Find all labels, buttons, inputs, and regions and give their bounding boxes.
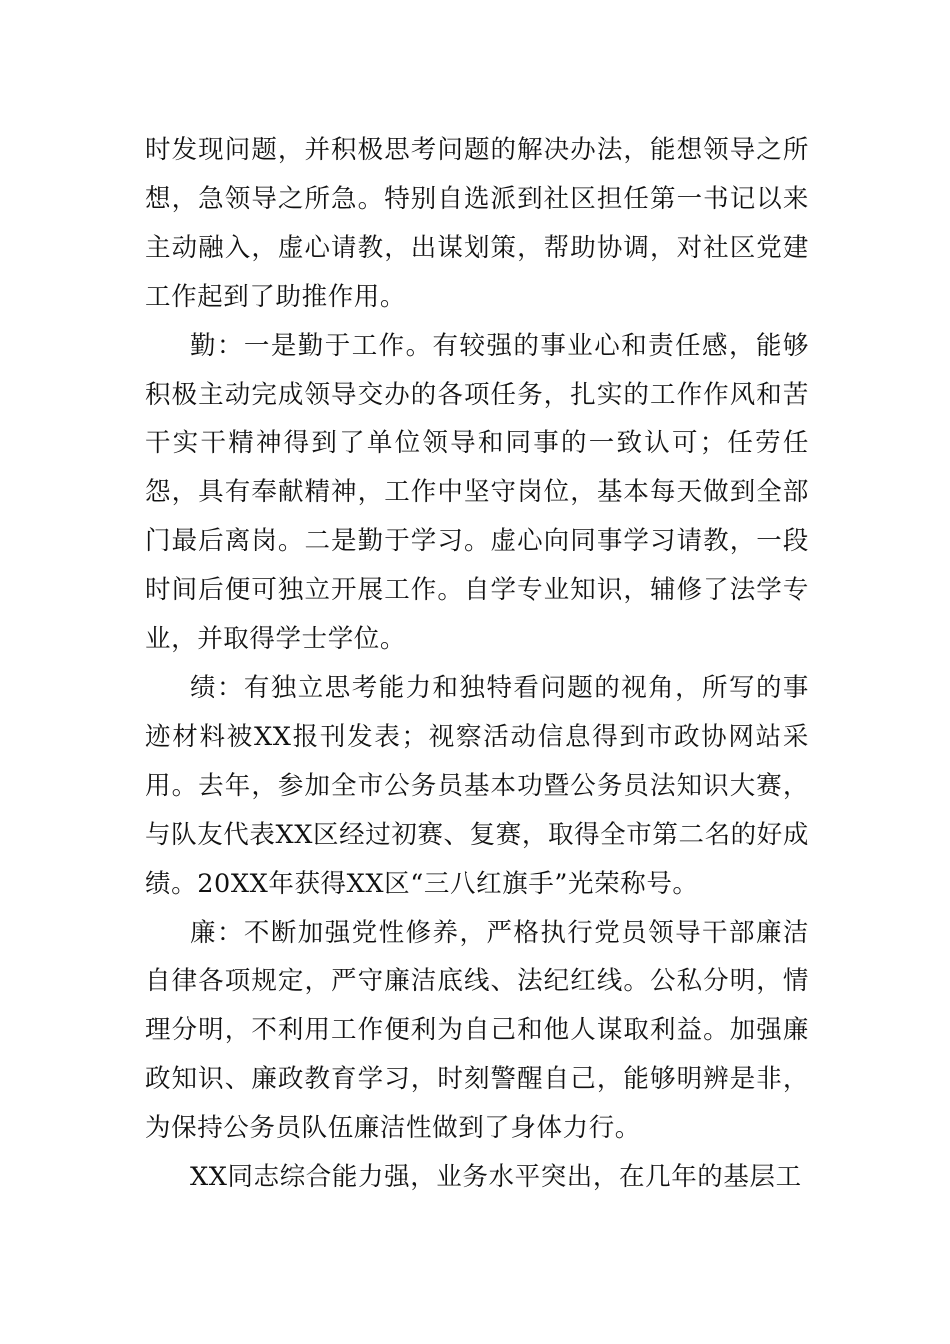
document-body: [145, 126, 809, 1202]
paragraph-continuation: 时发现问题，并积极思考问题的解决办法，能想领导之所想，急领导之所急。特别自选派到社区担任第一书记以来主动融入，虚心请教，出谋划策，帮助协调，对社区党建工作起到了助推作用。: [145, 135, 809, 312]
paragraph-lian: 廉：不断加强党性修养，严格执行党员领导干部廉洁自律各项规定，严守廉洁底线、法纪红线。公私分明，情理分明，不利用工作便利为自己和他人谋取利益。加强廉政知识、廉政教育学习，时刻警醒自己，能够明辨是非，为保持公务员队伍廉洁性做到了身体力行。: [145, 917, 809, 1144]
paragraph-summary: XX同志综合能力强，业务水平突出，在几年的基层工: [190, 1162, 802, 1193]
paragraph-qin: 勤：一是勤于工作。有较强的事业心和责任感，能够积极主动完成领导交办的各项任务，扎实的工作作风和苦干实干精神得到了单位领导和同事的一致认可；任劳任怨，具有奉献精神，工作中坚守岗位，基本每天做到全部门最后离岗。二是勤于学习。虚心向同事学习请教，一段时间后便可独立开展工作。自学专业知识，辅修了法学专业，并取得学士学位。: [145, 330, 809, 655]
paragraph-ji: 绩：有独立思考能力和独特看问题的视角，所写的事迹材料被XX报刊发表；视察活动信息得到市政协网站采用。去年，参加全市公务员基本功暨公务员法知识大赛，与队友代表XX区经过初赛、复赛，取得全市第二名的好成绩。20XX年获得XX区“三八红旗手”光荣称号。: [145, 672, 809, 899]
